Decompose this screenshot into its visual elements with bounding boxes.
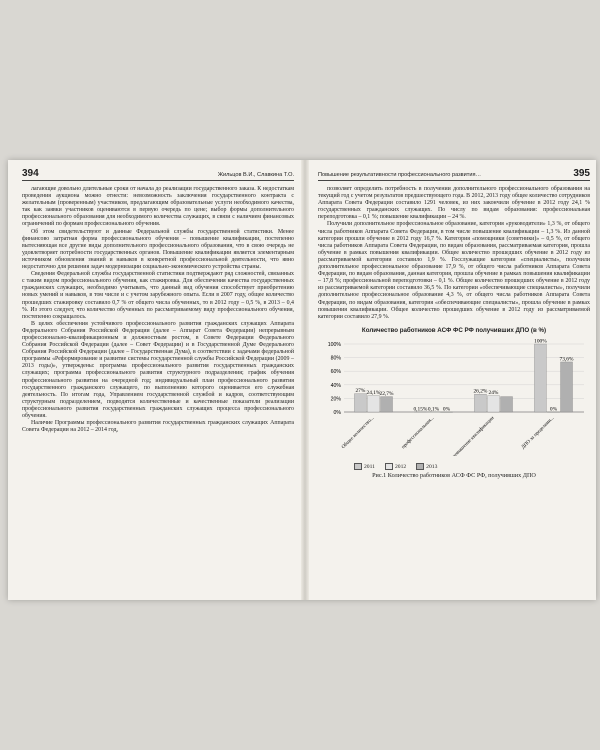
legend-label: 2012 — [394, 463, 407, 470]
figure-caption: Рис.1 Количество работников АСФ ФС РФ, получивших ДПО — [372, 471, 536, 479]
legend-label: 2011 — [364, 463, 375, 470]
data-label: 0,1% — [427, 406, 440, 413]
paragraph: Наличие Программы профессионального развития государственных гражданских служащих Аппарата Совета Федерации на 2012 – 2014 год, — [22, 420, 294, 434]
y-tick-label: 40% — [330, 382, 341, 389]
bar — [487, 395, 499, 411]
bar — [501, 396, 513, 411]
category-label: профессиональная... — [401, 415, 436, 450]
right-page-header — [318, 168, 590, 181]
bar — [534, 344, 546, 412]
legend-item — [385, 463, 406, 470]
bar — [381, 396, 393, 411]
data-label: 27% — [355, 387, 366, 394]
paragraph: позволяет определить потребность в получении дополнительного профессионального образования на текущий год с учетом результатов предшествующего года. В 2012, 2013 году общее количество сотрудников Аппарата Совета Федерации составило 1291 человек, из них закончили обучение в 2012 году 24,1 % государственных гражданских служащих. По числу по видам образования: профессиональная переподготовка – 0,1 %; повышение квалификации – 24 %. — [318, 186, 590, 221]
data-label: 26,2% — [473, 388, 488, 395]
bar — [367, 395, 379, 411]
book-spread — [8, 160, 596, 600]
paragraph: лагающие довольно длительные сроки от начала до реализации государственного заказа. К недостаткам проведения аукциона можно отнести: невозможность заключения государственного контракта с желательным (проверенным) участником, предлагающим образовательные услуги необходимого качества, так как заявки участников оцениваются в первую очередь по цене; выбор формы дополнительного профессионального образования для необходимого количества служащих, в связи с наличием финансовых ограничений по формам профессионального обучения. — [22, 186, 294, 228]
left-page-body — [22, 186, 294, 434]
bar-chart — [318, 336, 590, 456]
y-tick-label: 100% — [327, 341, 341, 348]
category-label: повышение квалификации — [451, 415, 496, 456]
left-page-number: 394 — [22, 168, 39, 179]
data-label: 0% — [549, 406, 558, 413]
data-label: 0% — [442, 406, 451, 413]
category-label: Общее количество... — [341, 415, 376, 450]
paragraph: Сведения Федеральной службы государственной статистики подтверждают ряд сложностей, связанных с таким видом профессионального обучения, как стажировка. Для обеспечения качества государственных гражданских служащих, необходимо учитывать, что данный вид обучения способствует приобретению новых умений и навыков, в том числе и с учетом зарубежного опыта. Если в 2007 году, общее количество прошедших стажировку составило 0,7 % от общего числа обученных, то в 2012 году – 0,5 %, в 2013 – 0,4 %. Из этого следует, что количество обученных по рассматриваемому виду профессионального обучения, постепенно сокращалось. — [22, 271, 294, 320]
right-page — [318, 168, 590, 479]
y-tick-label: 60% — [330, 368, 341, 375]
paragraph: Об этом свидетельствуют и данные Федеральной службы государственной статистики. Менее финансово затратная форма профессионального обучения – повышение квалификации, постепенно вытесняющая все другие виды дополнительного профессионального образования, что в свою очередь не удовлетворяет потребности государственных органов. Повышение квалификации является элементарным источником обновления знаний и навыков в конкретной профессиональной деятельности, что явно недостаточно для решения задач модернизации социально-экономического устройства страны. — [22, 228, 294, 271]
right-running-head: Повышение результативности профессионального развития… — [318, 172, 482, 178]
y-tick-label: 80% — [330, 355, 341, 362]
legend-item — [354, 463, 375, 470]
right-page-number: 395 — [573, 168, 590, 179]
y-tick-label: 20% — [330, 396, 341, 403]
y-tick-label: 0% — [333, 409, 341, 416]
legend-swatch-2012 — [385, 463, 393, 470]
paragraph: В целях обеспечения устойчивого профессионального развития гражданских служащих Аппарата Федерального Собрания Российской Федерации (далее – Аппарат Совета Федерации) непрерывным профессионально-квалификационным и должностным ростом, в Совете Федерации Федерального Собрания Российской Федерации (далее – Совет Федерации) и в Государственной Думе Федерального Собрания Российской Федерации (далее – Государственная Дума), в соответствии с задачами федеральной программы «Реформирование и развитие системы государственной службы Российской Федерации (2009 – 2013 годы)», утверждены: программа профессионального развития государственных гражданских служащих; программа профессионального развития структурного подразделения; график обучения профессионального развития на очередной год; индивидуальный план профессионального развития государственного гражданского служащего, по выполнению которого оценивается его служебная деятельность. По итогам года, Управлением государственной службой и кадров, соответствующим структурным подразделением, подводятся количественные и качественные показатели реализации профессионального развития государственных гражданских служащих процесса профессионального обучения. — [22, 320, 294, 419]
right-page-body — [318, 186, 590, 321]
book-gutter — [301, 160, 309, 600]
left-running-head: Жильцов В.И., Славкина Т.О. — [217, 172, 294, 178]
legend-label: 2013 — [426, 463, 438, 470]
data-label: 73,6% — [559, 356, 574, 363]
left-page-header — [22, 168, 294, 181]
legend-item — [416, 463, 437, 470]
left-page — [22, 168, 294, 434]
category-label: ДПО за пределами... — [520, 415, 556, 451]
data-label: 22,7% — [379, 390, 394, 397]
paragraph: Получили дополнительное профессиональное образование, категория «руководители» 1,3 %, от общего числа работников Аппарата Совета Федерации, в том числе повышение квалификации – 1,3 %. Из данной категории прошли обучение в 2012 году 16,7 %. Категория «помощники (советники)» – 0,5 %, от общего числа работников Аппарата Совета Федерации, по видам образования, рассматриваемая категория, прошла обучение в рамках повышения квалификации. Общее количество прошедших обучение в 2012 году из рассматриваемой категории составило 1,9 %. Госслужащие категории «специалисты», получили дополнительное профессиональное образование 17,9 %, от общего числа работников Аппарата Совета Федерации, по видам образования, данная категория, прошла обучение в рамках повышения квалификации – 17,8 %; профессиональной переподготовки – 0,1 %. Общее количество прошедших обучение в 2012 году из рассматриваемой категории составило 36,5 %. По категории «обеспечивающие специалисты», получили дополнительное профессиональное образование 4,3 %, от общего числа работников Аппарата Совета Федерации, по видам образования, категория «обеспечивающие специалисты», прошла обучение в рамках повышения квалификации. Общее количество прошедших обучение в 2012 году из рассматриваемой категории составило 27,9 %. — [318, 221, 590, 320]
legend-swatch-2011 — [354, 463, 362, 470]
data-label: 24,1% — [366, 389, 381, 396]
chart-legend — [354, 463, 590, 470]
data-label: 24% — [488, 389, 499, 396]
data-label: 0,15% — [413, 406, 428, 413]
bar — [354, 393, 366, 411]
legend-swatch-2013 — [416, 463, 424, 470]
data-label: 100% — [534, 338, 547, 345]
bar — [561, 362, 573, 412]
chart-title: Количество работников АСФ ФС РФ получивших ДПО (в %) — [361, 326, 547, 334]
bar — [474, 394, 486, 412]
